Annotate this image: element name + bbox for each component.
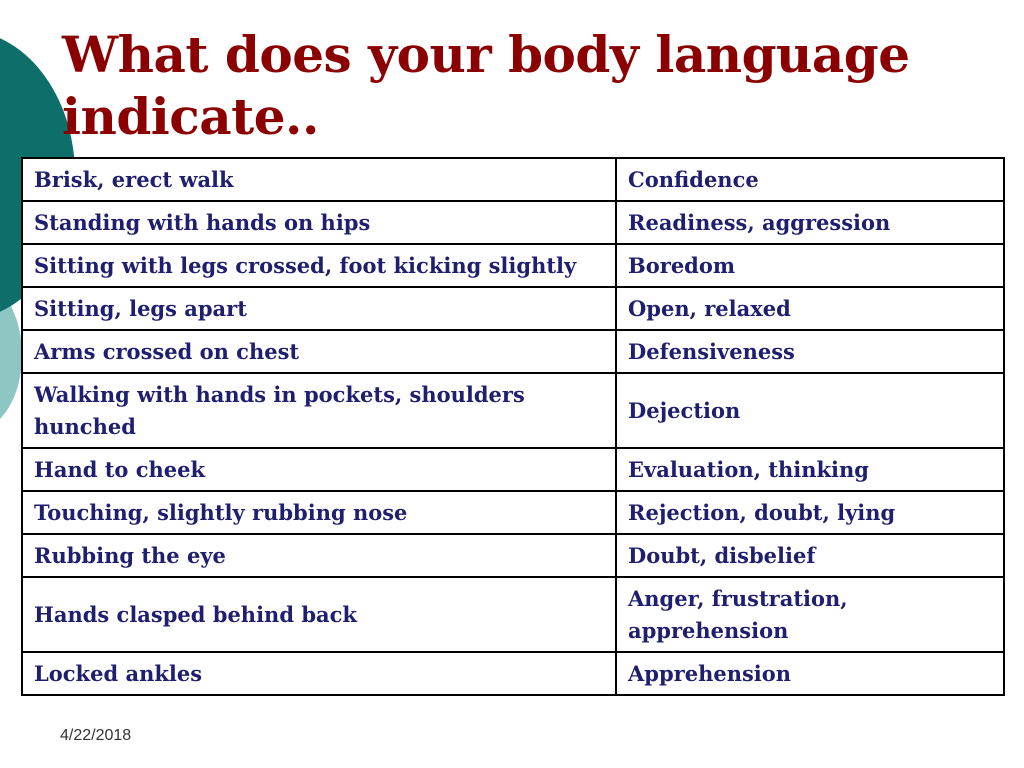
meaning-cell: Open, relaxed bbox=[616, 287, 1004, 330]
meaning-cell: Readiness, aggression bbox=[616, 201, 1004, 244]
table-row bbox=[22, 373, 1004, 448]
gesture-cell: Touching, slightly rubbing nose bbox=[22, 491, 616, 534]
table-row bbox=[22, 330, 1004, 373]
body-language-table-container bbox=[21, 157, 1003, 696]
gesture-cell: Sitting with legs crossed, foot kicking slightly bbox=[22, 244, 616, 287]
meaning-cell: Apprehension bbox=[616, 652, 1004, 695]
table-row bbox=[22, 244, 1004, 287]
table-body bbox=[22, 158, 1004, 695]
slide-title: What does your body language indicate.. bbox=[62, 25, 910, 146]
gesture-cell: Hand to cheek bbox=[22, 448, 616, 491]
gesture-cell: Hands clasped behind back bbox=[22, 577, 616, 652]
gesture-cell: Walking with hands in pockets, shoulders hunched bbox=[22, 373, 616, 448]
meaning-cell: Doubt, disbelief bbox=[616, 534, 1004, 577]
meaning-cell: Evaluation, thinking bbox=[616, 448, 1004, 491]
table-row bbox=[22, 201, 1004, 244]
gesture-cell: Standing with hands on hips bbox=[22, 201, 616, 244]
meaning-cell: Dejection bbox=[616, 373, 1004, 448]
table-row bbox=[22, 158, 1004, 201]
body-language-table bbox=[21, 157, 1005, 696]
table-row bbox=[22, 491, 1004, 534]
table-row bbox=[22, 287, 1004, 330]
table-row bbox=[22, 534, 1004, 577]
gesture-cell: Locked ankles bbox=[22, 652, 616, 695]
table-row bbox=[22, 448, 1004, 491]
slide-date: 4/22/2018 bbox=[60, 727, 132, 744]
meaning-cell: Rejection, doubt, lying bbox=[616, 491, 1004, 534]
table-row bbox=[22, 577, 1004, 652]
gesture-cell: Sitting, legs apart bbox=[22, 287, 616, 330]
meaning-cell: Anger, frustration, apprehension bbox=[616, 577, 1004, 652]
gesture-cell: Brisk, erect walk bbox=[22, 158, 616, 201]
gesture-cell: Rubbing the eye bbox=[22, 534, 616, 577]
meaning-cell: Confidence bbox=[616, 158, 1004, 201]
table-row bbox=[22, 652, 1004, 695]
gesture-cell: Arms crossed on chest bbox=[22, 330, 616, 373]
meaning-cell: Boredom bbox=[616, 244, 1004, 287]
meaning-cell: Defensiveness bbox=[616, 330, 1004, 373]
